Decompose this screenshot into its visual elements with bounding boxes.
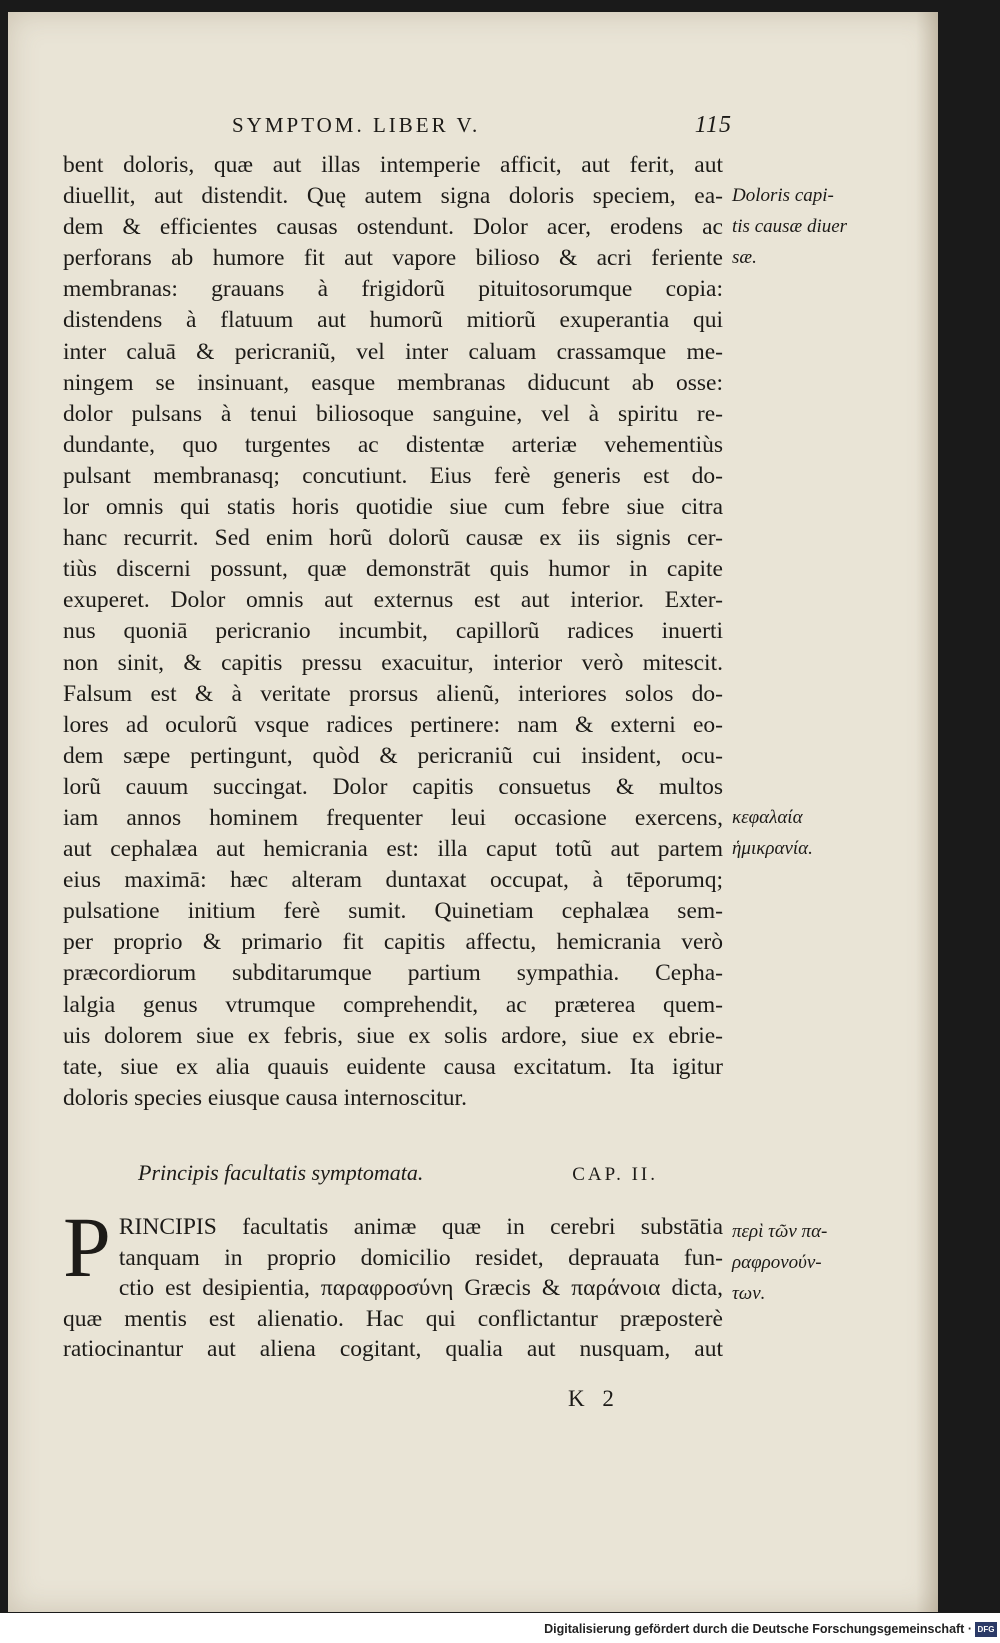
text-line: distendens à flatuum aut humorũ mitiorũ exuperantia qui bbox=[63, 307, 723, 334]
margin-note-line: περὶ τῶν πα- bbox=[732, 1221, 828, 1242]
text-line: nus quoniā pericranio incumbit, capillorũ radices inuerti bbox=[63, 618, 723, 645]
main-text bbox=[63, 150, 723, 1114]
text-line: eius maximā: hæc alteram duntaxat occupat, à tēporumq; bbox=[63, 867, 723, 894]
margin-note-line: κεφαλαία bbox=[732, 807, 803, 828]
chapter-heading bbox=[138, 1160, 658, 1186]
funding-credit: Digitalisierung gefördert durch die Deutsche Forschungsgemeinschaft · bbox=[544, 1622, 972, 1636]
text-line: tate, siue ex alia quauis euidente causa excitatum. Ita igitur bbox=[63, 1053, 723, 1080]
text-line: RINCIPIS facultatis animæ quæ in cerebri substātia bbox=[118, 1214, 723, 1240]
chapter-text bbox=[63, 1199, 723, 1365]
text-line: aut cephalæa aut hemicrania est: illa caput totũ aut partem bbox=[63, 836, 723, 863]
text-line: ningem se insinuant, easque membranas diducunt ab osse: bbox=[63, 369, 723, 396]
text-line: lores ad oculorũ vsque radices pertinere: nam & externi eo- bbox=[63, 711, 723, 738]
text-line: ctio est desipientia, παραφροσύνη Græcis & παράνοια dicta, bbox=[118, 1275, 723, 1301]
margin-note-line: ἡμικρανία. bbox=[732, 838, 813, 859]
text-line: tiùs discerni possunt, quæ demonstrāt quis humor in capite bbox=[63, 556, 723, 583]
text-line: ratiocinantur aut aliena cogitant, qualia aut nusquam, aut bbox=[63, 1336, 723, 1362]
signature-mark: K 2 bbox=[568, 1386, 620, 1411]
text-line: dundante, quo turgentes ac distentæ arteriæ vehementiùs bbox=[63, 431, 723, 458]
text-line: non sinit, & capitis pressu exacuitur, interior verò mitescit. bbox=[63, 649, 723, 676]
text-line: lorũ cauum succingat. Dolor capitis consuetus & multos bbox=[63, 773, 723, 800]
margin-note-line: ραφρονούν- bbox=[732, 1252, 822, 1273]
text-line: pulsatione initium ferè sumit. Quinetiam cephalæa sem- bbox=[63, 898, 723, 925]
book-page bbox=[8, 12, 938, 1612]
margin-note-paraphronounton bbox=[732, 1216, 937, 1309]
running-head-title: SYMPTOM. LIBER V. bbox=[232, 113, 481, 137]
text-line: pulsant membranasq; concutiunt. Eius ferè generis est do- bbox=[63, 462, 723, 489]
dfg-logo-icon: DFG bbox=[975, 1622, 997, 1637]
drop-cap: P bbox=[63, 1199, 111, 1295]
text-line: tanquam in proprio domicilio residet, deprauata fun- bbox=[118, 1244, 723, 1271]
text-line: lor omnis qui statis horis quotidie siue cum febre siue citra bbox=[63, 494, 723, 521]
margin-note-greek-terms bbox=[732, 802, 937, 864]
margin-note-line: sæ. bbox=[732, 247, 757, 268]
chapter-number: CAP. II. bbox=[572, 1164, 658, 1185]
text-line: dolor pulsans à tenui biliosoque sanguine, vel à spiritu re- bbox=[63, 400, 723, 427]
margin-note-line: tis causæ diuer bbox=[732, 216, 848, 237]
text-line: uis dolorem siue ex febris, siue ex solis ardore, siue ex ebrie- bbox=[63, 1022, 723, 1049]
text-line: bent doloris, quæ aut illas intemperie afficit, aut ferit, aut bbox=[63, 152, 723, 178]
margin-note-line: των. bbox=[732, 1283, 766, 1304]
text-line: dem sæpe pertingunt, quòd & pericraniũ cui insident, ocu- bbox=[63, 742, 723, 769]
text-line: per proprio & primario fit capitis affectu, hemicrania verò bbox=[63, 929, 723, 956]
text-line: quæ mentis est alienatio. Hac qui conflictantur præposterè bbox=[63, 1305, 723, 1332]
text-line: hanc recurrit. Sed enim horũ dolorũ causæ ex iis signis cer- bbox=[63, 525, 723, 552]
text-line: præcordiorum subditarumque partium sympathia. Cepha- bbox=[63, 960, 723, 987]
text-line: diuellit, aut distendit. Quę autem signa doloris speciem, ea- bbox=[63, 183, 723, 210]
text-line: membranas: grauans à frigidorũ pituitosorumque copia: bbox=[63, 276, 723, 303]
text-line: inter caluā & pericraniũ, vel inter caluam crassamque me- bbox=[63, 338, 723, 365]
running-head bbox=[232, 112, 732, 139]
footer-bar bbox=[0, 1613, 1000, 1643]
text-line: exuperet. Dolor omnis aut externus est aut interior. Exter- bbox=[63, 587, 723, 614]
text-line: iam annos hominem frequenter leui occasione exercens, bbox=[63, 804, 723, 831]
margin-note-causes bbox=[732, 180, 937, 273]
text-line: doloris species eiusque causa internoscitur. bbox=[63, 1084, 467, 1111]
margin-note-line: Doloris capi- bbox=[732, 185, 834, 206]
folio-number: 115 bbox=[694, 112, 732, 138]
text-line: lalgia genus vtrumque comprehendit, ac præterea quem- bbox=[63, 991, 723, 1018]
text-line: dem & efficientes causas ostendunt. Dolor acer, erodens ac bbox=[63, 214, 723, 241]
text-line: perforans ab humore fit aut vapore bilioso & acri feriente bbox=[63, 245, 723, 272]
chapter-title: Principis facultatis symptomata. bbox=[138, 1160, 424, 1185]
text-line: Falsum est & à veritate prorsus alienũ, interiores solos do- bbox=[63, 680, 723, 707]
